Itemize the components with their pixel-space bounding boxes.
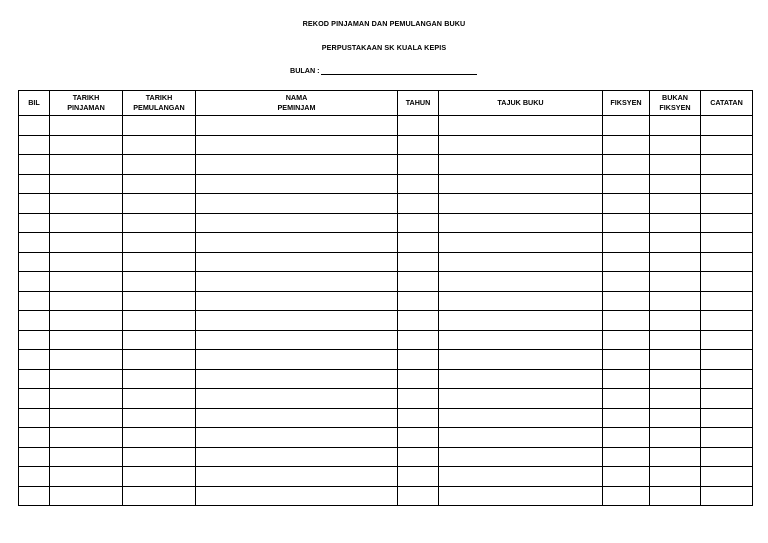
table-cell[interactable] xyxy=(50,408,123,428)
table-cell[interactable] xyxy=(50,447,123,467)
table-cell[interactable] xyxy=(398,291,439,311)
table-cell[interactable] xyxy=(439,272,603,292)
table-row xyxy=(19,428,753,448)
table-cell[interactable] xyxy=(701,174,753,194)
column-header-line: NAMA xyxy=(285,93,308,102)
table-cell[interactable] xyxy=(701,233,753,253)
table-cell[interactable] xyxy=(701,155,753,175)
table-cell[interactable] xyxy=(50,116,123,136)
column-header xyxy=(196,91,398,116)
table-cell[interactable] xyxy=(19,428,50,448)
table-cell[interactable] xyxy=(701,311,753,331)
column-header-line: BIL xyxy=(28,98,40,107)
table-cell[interactable] xyxy=(701,213,753,233)
table-cell[interactable] xyxy=(603,350,650,370)
table-cell[interactable] xyxy=(603,369,650,389)
column-header-line: TARIKH xyxy=(145,93,173,102)
table-row xyxy=(19,194,753,214)
table-cell[interactable] xyxy=(650,135,701,155)
table-cell[interactable] xyxy=(701,486,753,506)
table-cell[interactable] xyxy=(196,291,398,311)
table-cell[interactable] xyxy=(701,389,753,409)
table-row xyxy=(19,252,753,272)
table-cell[interactable] xyxy=(603,291,650,311)
table-row xyxy=(19,389,753,409)
table-cell[interactable] xyxy=(701,369,753,389)
table-cell[interactable] xyxy=(439,389,603,409)
table-cell[interactable] xyxy=(196,311,398,331)
table-cell[interactable] xyxy=(50,311,123,331)
table-cell[interactable] xyxy=(123,252,196,272)
table-cell[interactable] xyxy=(701,350,753,370)
table-cell[interactable] xyxy=(196,389,398,409)
table-cell[interactable] xyxy=(123,369,196,389)
table-cell[interactable] xyxy=(603,447,650,467)
bulan-field xyxy=(290,65,477,75)
table-cell[interactable] xyxy=(123,135,196,155)
table-cell[interactable] xyxy=(19,389,50,409)
table-row xyxy=(19,213,753,233)
table-cell[interactable] xyxy=(196,369,398,389)
table-cell[interactable] xyxy=(50,213,123,233)
table-cell[interactable] xyxy=(196,155,398,175)
table-cell[interactable] xyxy=(439,408,603,428)
column-header xyxy=(123,91,196,116)
column-header-line: BUKAN xyxy=(662,93,688,102)
table-cell[interactable] xyxy=(123,486,196,506)
table-cell[interactable] xyxy=(50,350,123,370)
table-cell[interactable] xyxy=(650,174,701,194)
table-cell[interactable] xyxy=(398,428,439,448)
table-cell[interactable] xyxy=(123,389,196,409)
table-cell[interactable] xyxy=(19,252,50,272)
table-cell[interactable] xyxy=(123,155,196,175)
table-cell[interactable] xyxy=(398,194,439,214)
table-cell[interactable] xyxy=(603,428,650,448)
table-cell[interactable] xyxy=(398,252,439,272)
table-cell[interactable] xyxy=(123,291,196,311)
table-cell[interactable] xyxy=(439,194,603,214)
table-cell[interactable] xyxy=(19,155,50,175)
table-cell[interactable] xyxy=(603,272,650,292)
column-header xyxy=(19,91,50,116)
table-cell[interactable] xyxy=(123,311,196,331)
table-cell[interactable] xyxy=(123,330,196,350)
table-cell[interactable] xyxy=(196,467,398,487)
table-cell[interactable] xyxy=(123,428,196,448)
table-cell[interactable] xyxy=(650,194,701,214)
table-cell[interactable] xyxy=(398,447,439,467)
table-cell[interactable] xyxy=(603,116,650,136)
table-cell[interactable] xyxy=(123,213,196,233)
table-cell[interactable] xyxy=(196,252,398,272)
table-cell[interactable] xyxy=(650,350,701,370)
table-cell[interactable] xyxy=(701,194,753,214)
table-row xyxy=(19,408,753,428)
table-cell[interactable] xyxy=(50,291,123,311)
table-row xyxy=(19,467,753,487)
table-cell[interactable] xyxy=(196,213,398,233)
table-cell[interactable] xyxy=(603,194,650,214)
table-cell[interactable] xyxy=(398,389,439,409)
table-cell[interactable] xyxy=(196,486,398,506)
table-cell[interactable] xyxy=(50,135,123,155)
table-cell[interactable] xyxy=(701,135,753,155)
table-cell[interactable] xyxy=(123,174,196,194)
table-cell[interactable] xyxy=(123,116,196,136)
table-cell[interactable] xyxy=(398,369,439,389)
table-cell[interactable] xyxy=(603,486,650,506)
table-cell[interactable] xyxy=(398,135,439,155)
table-cell[interactable] xyxy=(196,233,398,253)
table-cell[interactable] xyxy=(650,291,701,311)
table-row xyxy=(19,486,753,506)
column-header xyxy=(701,91,753,116)
table-cell[interactable] xyxy=(439,116,603,136)
table-cell[interactable] xyxy=(398,116,439,136)
table-cell[interactable] xyxy=(398,486,439,506)
table-cell[interactable] xyxy=(50,486,123,506)
table-row xyxy=(19,174,753,194)
table-cell[interactable] xyxy=(439,369,603,389)
document-subtitle: PERPUSTAKAAN SK KUALA KEPIS xyxy=(321,43,447,52)
table-cell[interactable] xyxy=(398,408,439,428)
table-cell[interactable] xyxy=(50,233,123,253)
table-cell[interactable] xyxy=(19,408,50,428)
table-cell[interactable] xyxy=(50,194,123,214)
table-cell[interactable] xyxy=(603,155,650,175)
table-cell[interactable] xyxy=(701,272,753,292)
column-header xyxy=(439,91,603,116)
table-cell[interactable] xyxy=(196,447,398,467)
loan-record-table xyxy=(18,90,753,506)
column-header-line: FIKSYEN xyxy=(659,103,691,112)
table-cell[interactable] xyxy=(19,291,50,311)
table-cell[interactable] xyxy=(439,311,603,331)
table-cell[interactable] xyxy=(19,467,50,487)
table-cell[interactable] xyxy=(439,350,603,370)
table-cell[interactable] xyxy=(439,135,603,155)
table-cell[interactable] xyxy=(439,213,603,233)
table-cell[interactable] xyxy=(123,350,196,370)
table-cell[interactable] xyxy=(701,116,753,136)
table-cell[interactable] xyxy=(603,330,650,350)
table-row xyxy=(19,311,753,331)
table-cell[interactable] xyxy=(650,428,701,448)
column-header xyxy=(650,91,701,116)
table-cell[interactable] xyxy=(650,467,701,487)
table-cell[interactable] xyxy=(650,252,701,272)
table-cell[interactable] xyxy=(50,330,123,350)
table-cell[interactable] xyxy=(650,155,701,175)
table-cell[interactable] xyxy=(650,311,701,331)
table-cell[interactable] xyxy=(398,174,439,194)
table-cell[interactable] xyxy=(50,174,123,194)
table-cell[interactable] xyxy=(439,467,603,487)
table-cell[interactable] xyxy=(19,135,50,155)
table-cell[interactable] xyxy=(196,135,398,155)
table-cell[interactable] xyxy=(398,155,439,175)
table-cell[interactable] xyxy=(398,272,439,292)
table-cell[interactable] xyxy=(19,174,50,194)
column-header-line: PEMINJAM xyxy=(277,103,316,112)
table-cell[interactable] xyxy=(701,447,753,467)
table-cell[interactable] xyxy=(603,408,650,428)
document-title: REKOD PINJAMAN DAN PEMULANGAN BUKU xyxy=(302,19,466,28)
column-header xyxy=(603,91,650,116)
table-cell[interactable] xyxy=(650,447,701,467)
table-cell[interactable] xyxy=(398,233,439,253)
table-cell[interactable] xyxy=(50,389,123,409)
table-cell[interactable] xyxy=(701,252,753,272)
table-cell[interactable] xyxy=(603,233,650,253)
table-cell[interactable] xyxy=(603,467,650,487)
table-cell[interactable] xyxy=(439,174,603,194)
table-cell[interactable] xyxy=(19,213,50,233)
table-cell[interactable] xyxy=(398,350,439,370)
table-row xyxy=(19,135,753,155)
table-body xyxy=(19,116,753,506)
table-cell[interactable] xyxy=(439,447,603,467)
table-cell[interactable] xyxy=(19,116,50,136)
table-cell[interactable] xyxy=(439,486,603,506)
column-header-line: TARIKH xyxy=(72,93,100,102)
table-row xyxy=(19,369,753,389)
table-cell[interactable] xyxy=(439,252,603,272)
table-cell[interactable] xyxy=(603,252,650,272)
table-cell[interactable] xyxy=(439,330,603,350)
table-cell[interactable] xyxy=(123,447,196,467)
table-row xyxy=(19,272,753,292)
table-cell[interactable] xyxy=(123,467,196,487)
table-cell[interactable] xyxy=(196,116,398,136)
column-header xyxy=(50,91,123,116)
table-cell[interactable] xyxy=(123,194,196,214)
column-header-line: PEMULANGAN xyxy=(133,103,185,112)
table-cell[interactable] xyxy=(439,233,603,253)
table-cell[interactable] xyxy=(196,350,398,370)
table-cell[interactable] xyxy=(398,330,439,350)
table-cell[interactable] xyxy=(650,369,701,389)
table-cell[interactable] xyxy=(603,389,650,409)
table-row xyxy=(19,330,753,350)
table-cell[interactable] xyxy=(50,369,123,389)
table-cell[interactable] xyxy=(19,272,50,292)
table-cell[interactable] xyxy=(50,155,123,175)
table-header-row xyxy=(19,91,753,116)
table-cell[interactable] xyxy=(650,233,701,253)
column-header-line: CATATAN xyxy=(710,98,743,107)
table-cell[interactable] xyxy=(19,233,50,253)
table-cell[interactable] xyxy=(603,135,650,155)
table-row xyxy=(19,233,753,253)
table-cell[interactable] xyxy=(19,330,50,350)
table-cell[interactable] xyxy=(19,486,50,506)
table-cell[interactable] xyxy=(701,291,753,311)
table-cell[interactable] xyxy=(50,428,123,448)
table-cell[interactable] xyxy=(701,408,753,428)
table-cell[interactable] xyxy=(701,467,753,487)
bulan-blank-line xyxy=(321,66,477,75)
table-cell[interactable] xyxy=(603,213,650,233)
table-row xyxy=(19,155,753,175)
table-row xyxy=(19,350,753,370)
table-cell[interactable] xyxy=(650,330,701,350)
table-cell[interactable] xyxy=(196,174,398,194)
column-header-line: PINJAMAN xyxy=(67,103,105,112)
table-cell[interactable] xyxy=(603,174,650,194)
table-cell[interactable] xyxy=(123,233,196,253)
table-cell[interactable] xyxy=(650,272,701,292)
table-cell[interactable] xyxy=(50,252,123,272)
table-cell[interactable] xyxy=(50,272,123,292)
table-cell[interactable] xyxy=(398,213,439,233)
table-cell[interactable] xyxy=(196,408,398,428)
table-cell[interactable] xyxy=(650,213,701,233)
table-cell[interactable] xyxy=(650,389,701,409)
table-cell[interactable] xyxy=(19,369,50,389)
table-cell[interactable] xyxy=(439,155,603,175)
table-cell[interactable] xyxy=(650,408,701,428)
table-cell[interactable] xyxy=(123,272,196,292)
column-header xyxy=(398,91,439,116)
column-header-line: TAHUN xyxy=(405,98,431,107)
table-cell[interactable] xyxy=(19,194,50,214)
table-cell[interactable] xyxy=(701,330,753,350)
column-header-line: TAJUK BUKU xyxy=(497,98,544,107)
table-cell[interactable] xyxy=(650,116,701,136)
table-cell[interactable] xyxy=(603,311,650,331)
table-cell[interactable] xyxy=(439,428,603,448)
table-cell[interactable] xyxy=(196,428,398,448)
table-row xyxy=(19,291,753,311)
table-cell[interactable] xyxy=(439,291,603,311)
table-cell[interactable] xyxy=(398,311,439,331)
table-cell[interactable] xyxy=(19,447,50,467)
table-cell[interactable] xyxy=(123,408,196,428)
bulan-label: BULAN : xyxy=(290,66,320,75)
table-cell[interactable] xyxy=(196,330,398,350)
table-cell[interactable] xyxy=(19,311,50,331)
table-cell[interactable] xyxy=(50,467,123,487)
table-row xyxy=(19,447,753,467)
table-cell[interactable] xyxy=(650,486,701,506)
table-cell[interactable] xyxy=(196,194,398,214)
table-cell[interactable] xyxy=(19,350,50,370)
table-cell[interactable] xyxy=(196,272,398,292)
table-cell[interactable] xyxy=(398,467,439,487)
column-header-line: FIKSYEN xyxy=(610,98,642,107)
table-row xyxy=(19,116,753,136)
table-cell[interactable] xyxy=(701,428,753,448)
